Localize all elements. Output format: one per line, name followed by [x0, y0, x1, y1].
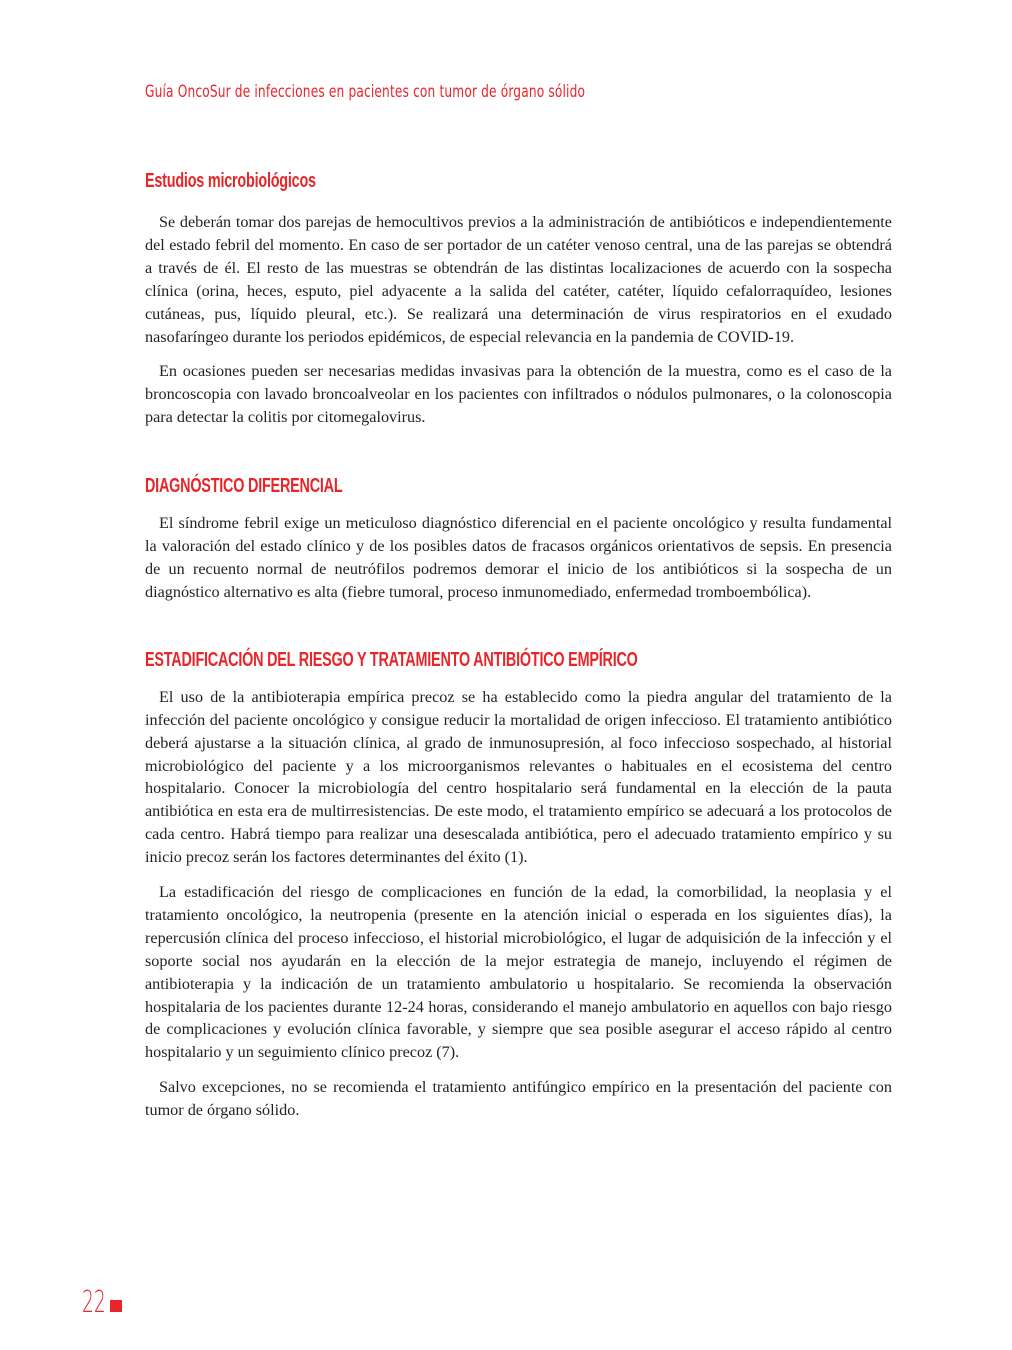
section-title: Estudios microbiológicos: [145, 170, 316, 192]
section-diagnostico-diferencial: [145, 473, 892, 604]
running-header: Guía OncoSur de infecciones en pacientes con tumor de órgano sólido: [145, 82, 586, 101]
paragraph: El uso de la antibioterapia empírica precoz se ha establecido como la piedra angular del tratamiento de la infección del paciente oncológico y consigue reducir la mortalidad de origen infeccioso. El tratamiento antibiótico deberá ajustarse a la situación clínica, al grado de inmunosupresión, al foco infeccioso sospechado, al historial microbiológico del paciente y a los microorganismos relevantes o habituales en el ecosistema del centro hospitalario. Conocer la microbiología del centro hospitalario será fundamental en la elección de la pauta antibiótica en esta era de multirresistencias. De este modo, el tratamiento empírico se adecuará a los protocolos de cada centro. Habrá tiempo para realizar una desescalada antibiótica, pero el adecuado tratamiento empírico y su inicio precoz serán los factores determinantes del éxito (1).: [145, 687, 892, 867]
section-estudios-microbiologicos: [145, 168, 892, 429]
paragraph: La estadificación del riesgo de complicaciones en función de la edad, la comorbilidad, la neoplasia y el tratamiento oncológico, la neutropenia (presente en la atención inicial o esperada en los siguientes días), la repercusión clínica del proceso infeccioso, el historial microbiológico, el lugar de adquisición de la infección y el soporte social nos ayudarán en la elección de la mejor estrategia de manejo, incluyendo el régimen de antibioterapia y la indicación de un tratamiento ambulatorio u hospitalario. Se recomienda la observación hospitalaria de los pacientes durante 12-24 horas, considerando el manejo ambulatorio en aquellos con bajo riesgo de complicaciones y evolución clínica favorable, y siempre que sea posible asegurar el acceso rápido al centro hospitalario y un seguimiento clínico precoz (7).: [145, 883, 892, 1062]
page-footer: [82, 1287, 122, 1319]
paragraph: En ocasiones pueden ser necesarias medidas invasivas para la obtención de la muestra, como es el caso de la broncoscopia con lavado broncoalveolar en los pacientes con infiltrados o nódulos pulmonares, o la colonoscopia para detectar la colitis por citomegalovirus.: [145, 362, 892, 427]
page-number: 22: [82, 1285, 106, 1320]
page-content: [145, 165, 892, 1122]
paragraph: Salvo excepciones, no se recomienda el tratamiento antifúngico empírico en la presentación del paciente con tumor de órgano sólido.: [145, 1078, 892, 1120]
section-title: DIAGNÓSTICO DIFERENCIAL: [145, 475, 343, 498]
section-title: ESTADIFICACIÓN DEL RIESGO Y TRATAMIENTO ANTIBIÓTICO EMPÍRICO: [145, 648, 638, 671]
page-marker-square-icon: [110, 1300, 122, 1312]
paragraph: El síndrome febril exige un meticuloso diagnóstico diferencial en el paciente oncológico y resulta fundamental la valoración del estado clínico y de los posibles datos de fracasos orgánicos orientativos de sepsis. En presencia de un recuento normal de neutrófilos podremos demorar el inicio de los antibióticos si la sospecha de un diagnóstico alternativo es alta (fiebre tumoral, proceso inmunomediado, enfermedad tromboembólica).: [145, 514, 892, 601]
paragraph: Se deberán tomar dos parejas de hemocultivos previos a la administración de antibióticos e independientemente del estado febril del momento. En caso de ser portador de un catéter venoso central, una de las parejas se obtendrá a través de él. El resto de las muestras se obtendrán de las distintas localizaciones de acuerdo con la sospecha clínica (orina, heces, esputo, piel adyacente a la salida del catéter, catéter, líquido cefalorraquídeo, lesiones cutáneas, pus, líquido pleural, etc.). Se realizará una determinación de virus respiratorios en el exudado nasofaríngeo durante los periodos epidémicos, de especial relevancia en la pandemia de COVID-19.: [145, 213, 892, 346]
section-estadificacion-riesgo: [145, 647, 892, 1122]
